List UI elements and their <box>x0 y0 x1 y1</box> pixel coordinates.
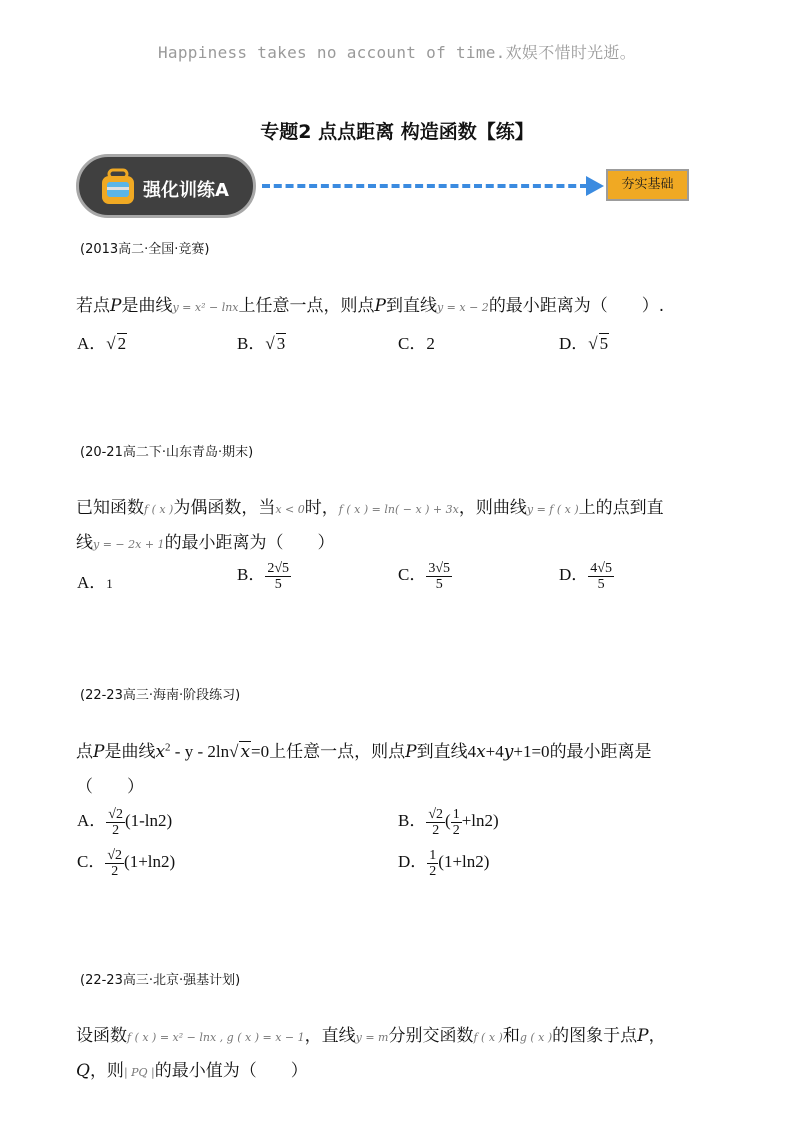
q1-option-b[interactable]: B．√ 3 <box>237 334 286 353</box>
arrow-right-icon <box>586 176 604 196</box>
backpack-icon <box>99 168 137 206</box>
q3-stem-line2: （ ） <box>76 777 144 797</box>
q4-stem-line1: 设函数f ( x ) = x² − lnx , g ( x ) = x − 1，直线y = m分别交函数f ( x )和g ( x )的图象于点P， <box>76 1026 666 1046</box>
q2-stem-line2: 线y = − 2x + 1的最小距离为（ ） <box>76 533 335 553</box>
q4-source: (22-23高三·北京·强基计划) <box>80 973 241 988</box>
q3-stem-line1: 点P是曲线$x^2$ - y - 2ln√ x=0上任意一点，则点P到直线4x+4y+1=0的最小距离是 <box>76 741 652 762</box>
q1-option-d[interactable]: D．√ 5 <box>559 334 609 353</box>
q2-option-d[interactable]: D． $\frac{4√5}{5}$ <box>559 560 612 592</box>
q2-option-b[interactable]: B． $\frac{2√5}{5}$ <box>237 560 290 592</box>
q3-option-a[interactable]: A． $\frac{√2}{2}$ (1-ln2) <box>77 806 173 838</box>
q2-stem-line1: 已知函数f ( x )为偶函数，当x < 0时，f ( x ) = ln( − x ) + 3x，则曲线y = f ( x )上的点到直 <box>76 498 664 518</box>
q3-source: (22-23高三·海南·阶段练习) <box>80 688 241 703</box>
q3-option-c[interactable]: C． $\frac{√2}{2}$ (1+ln2) <box>77 847 176 879</box>
q2-source: (20-21高二下·山东青岛·期末) <box>80 445 254 460</box>
page-header-quote: Happiness takes no account of time.欢娱不惜时光逝。 <box>157 43 637 62</box>
q3-option-b[interactable]: B． $\frac{√2}{2}$ ( $\frac{1}{2}$ +ln2) <box>398 806 499 838</box>
q1-option-a[interactable]: A．√ 2 <box>77 334 127 353</box>
q2-option-c[interactable]: C． $\frac{3√5}{5}$ <box>398 560 451 592</box>
section-badge <box>76 154 256 218</box>
q1-stem: 若点P是曲线y = x² − lnx上任意一点，则点P到直线y = x − 2的最小距离为（ ）. <box>76 296 665 316</box>
section-tag: 夯实基础 <box>606 169 689 201</box>
progress-dashed-line <box>262 184 588 188</box>
q3-option-d[interactable]: D． $\frac{1}{2}$ (1+ln2) <box>398 847 490 879</box>
page-title: 专题2 点点距离 构造函数【练】 <box>260 121 534 143</box>
badge-label: 强化训练A <box>143 180 229 201</box>
q1-option-c[interactable]: C．2 <box>398 334 435 353</box>
q2-option-a[interactable]: A．1 <box>77 573 113 592</box>
q1-source: (2013高二·全国·竞赛) <box>80 242 210 257</box>
q4-stem-line2: Q，则| PQ |的最小值为（ ） <box>76 1061 308 1081</box>
